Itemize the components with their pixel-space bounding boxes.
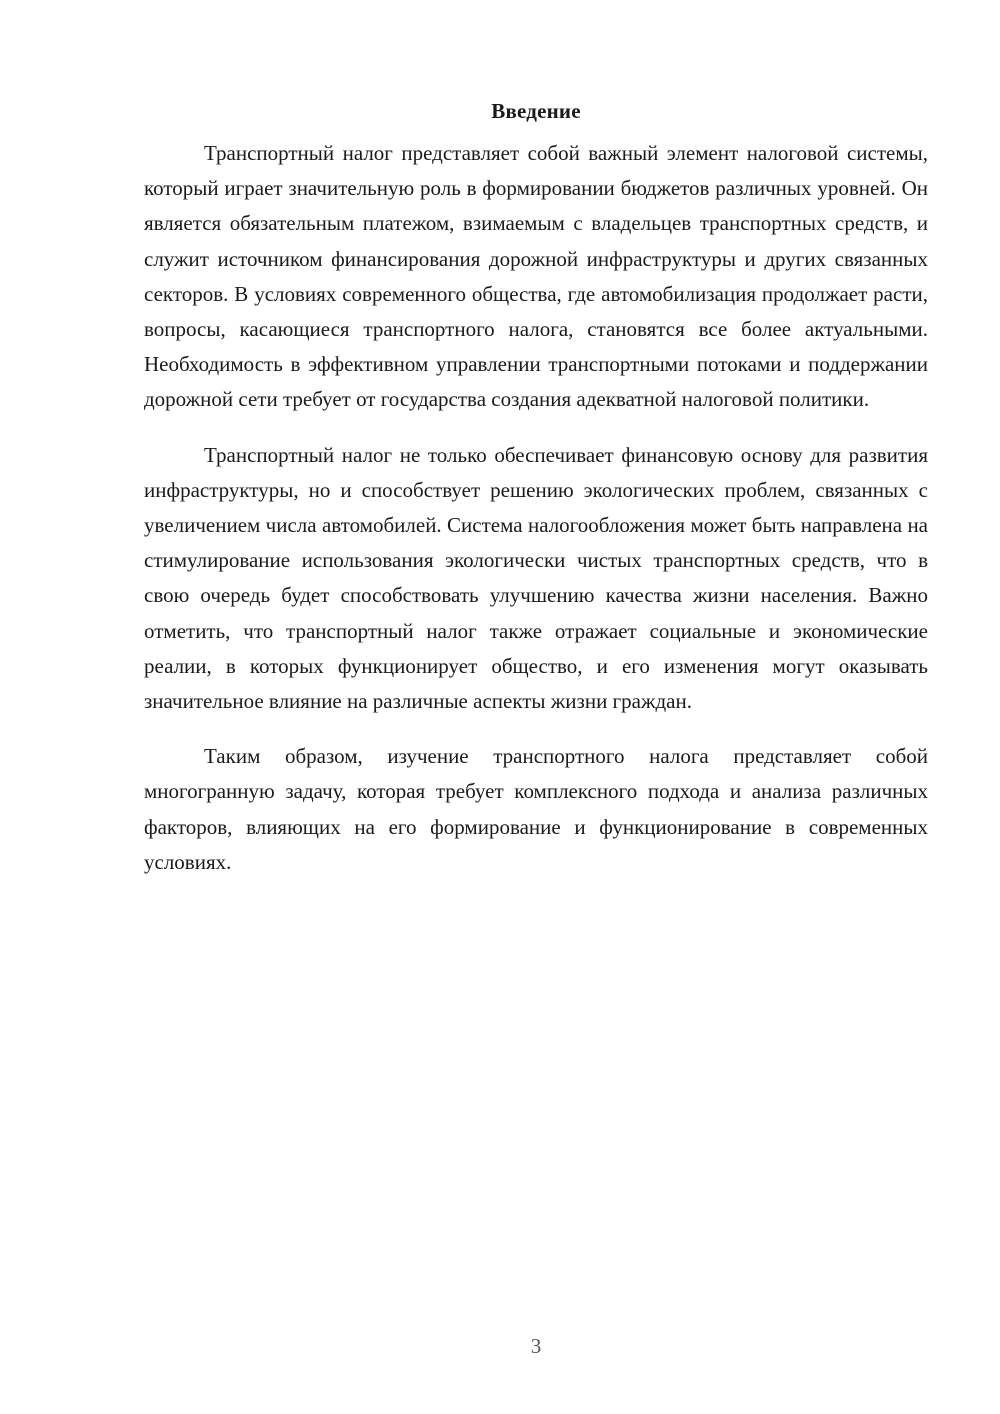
page-number: 3: [530, 1334, 542, 1358]
paragraph-1: Транспортный налог представляет собой важный элемент налоговой системы, который играет значительную роль в формировании бюджетов различных уровней. Он является обязательным платежом, взимаемым с владельцев транспортных средств, и служит источником финансирования дорожной инфраструктуры и других связанных секторов. В условиях современного общества, где автомобилизация продолжает расти, вопросы, касающиеся транспортного налога, становятся все более актуальными. Необходимость в эффективном управлении транспортными потоками и поддержании дорожной сети требует от государства создания адекватной налоговой политики.: [144, 141, 928, 412]
page-content: [144, 96, 928, 880]
paragraph-2: Транспортный налог не только обеспечивает финансовую основу для развития инфраструктуры, но и способствует решению экологических проблем, связанных с увеличением числа автомобилей. Система налогообложения может быть направлена на стимулирование использования экологически чистых транспортных средств, что в свою очередь будет способствовать улучшению качества жизни населения. Важно отметить, что транспортный налог также отражает социальные и экономические реалии, в которых функционирует общество, и его изменения могут оказывать значительное влияние на различные аспекты жизни граждан.: [144, 442, 928, 714]
section-heading: Введение: [491, 99, 581, 123]
paragraph-3: Таким образом, изучение транспортного налога представляет собой многогранную задачу, которая требует комплексного подхода и анализа различных факторов, влияющих на его формирование и функционирование в современных условиях.: [144, 744, 928, 874]
